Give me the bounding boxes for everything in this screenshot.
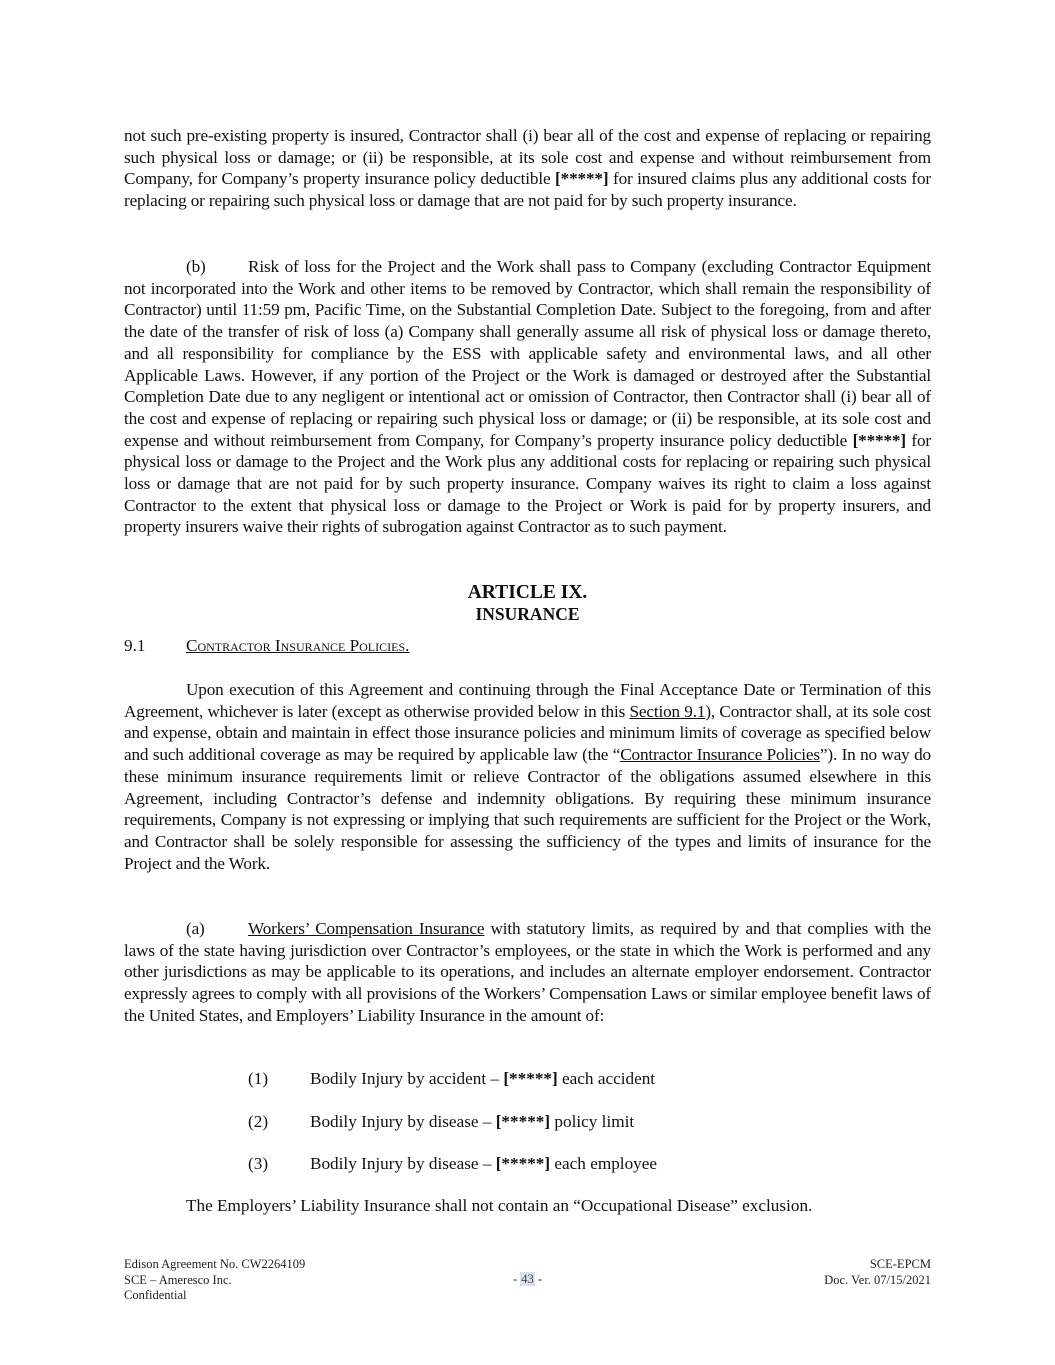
- limit-item: [248, 1069, 655, 1089]
- paragraph-text: ”). In no way do these minimum insurance requirements limit or relieve Contractor of the obligations assumed elsewhere in this Agreement, including Contractor’s defense and indemnity obligations. By requiring these minimum insurance requirements, Company is not expressing or implying that such requirements are sufficient for the Project or the Work, and Contractor shall be solely responsible for assessing the sufficiency of the types and limits of insurance for the Project and the Work.: [124, 745, 931, 873]
- limit-item: [248, 1112, 634, 1132]
- limit-number: (1): [248, 1069, 269, 1088]
- document-code: SCE-EPCM: [869, 1257, 931, 1271]
- section-reference-link[interactable]: Section 9.1: [629, 701, 706, 721]
- paragraph-text: for physical loss or damage to the Project and the Work plus any additional costs for replacing or repairing such physical loss or damage that are not paid for by such property insurance. Company waives its right to claim a loss against Contractor to the extent that physical loss or damage to the Project or Work is paid for by property insurers, and property insurers waive their rights of subrogation against Contractor as to such payment.: [124, 430, 931, 537]
- agreement-number: Edison Agreement No. CW2264109: [124, 1257, 306, 1271]
- paragraph-text: Risk of loss for the Project and the Work shall pass to Company (excluding Contractor Equipment not incorporated into the Work and other items to be removed by Contractor, which shall remain the responsibility of Contractor) until 11:59 pm, Pacific Time, on the Substantial Completion Date. Subject to the foregoing, from and after the date of the transfer of risk of loss (a) Company shall generally assume all risk of physical loss or damage thereto, and all responsibility for compliance by the ESS with applicable safety and environmental laws, and all other Applicable Laws. However, if any portion of the Project or the Work is damaged or destroyed after the Substantial Completion Date due to any negligent or intentional act or omission of Contractor, then Contractor shall (i) bear all of the cost and expense of replacing or repairing such physical loss or damage; or (ii) be responsible, at its sole cost and expense and without reimbursement from Company, for Company’s property insurance policy deductible: [124, 257, 931, 450]
- section-number: 9.1: [124, 636, 146, 655]
- paragraph-text: for insured claims plus any additional costs for replacing or repairing such physical loss or damage that are not paid for by such property insurance.: [124, 169, 931, 211]
- redaction-marker: [*****]: [503, 1069, 558, 1088]
- section-heading: [124, 636, 409, 656]
- defined-term: Contractor Insurance Policies: [620, 745, 820, 765]
- limit-text: Bodily Injury by accident –: [310, 1069, 504, 1088]
- section-intro-paragraph: [124, 679, 931, 874]
- page-number: 43: [521, 1272, 534, 1286]
- limit-text: each employee: [550, 1154, 658, 1173]
- limit-number: (3): [248, 1154, 269, 1173]
- page-number-prefix: -: [512, 1272, 521, 1286]
- document-version: Doc. Ver. 07/15/2021: [824, 1272, 931, 1287]
- paragraph-text: with statutory limits, as required by and that complies with the laws of the state having jurisdiction over Contractor’s employees, or the state in which the Work is performed and any other jurisdictions as may be applicable to its operations, and includes an alternate employer endorsement. Contractor expressly agrees to comply with all provisions of the Workers’ Compensation Laws or similar employee benefit laws of the United States, and Employers’ Liability Insurance in the amount of:: [124, 919, 932, 1025]
- paragraph-text: not such pre-existing property is insured, Contractor shall (i) bear all of the cost and expense of replacing or repairing such physical loss or damage; or (ii) be responsible, at its sole cost and expense and without reimbursement from Company, for Company’s property insurance policy deductible: [124, 126, 931, 189]
- defined-term: Workers’ Compensation Insurance: [248, 919, 485, 938]
- continuation-paragraph: [124, 125, 931, 212]
- paragraph-label: (b): [186, 257, 206, 276]
- limit-text: Bodily Injury by disease –: [310, 1154, 496, 1173]
- parties: SCE – Ameresco Inc.: [124, 1272, 232, 1287]
- redaction-marker: [*****]: [495, 1154, 551, 1173]
- limit-text: Bodily Injury by disease –: [310, 1112, 496, 1131]
- article-subtitle: INSURANCE: [475, 604, 580, 624]
- redaction-marker: [*****]: [852, 430, 906, 450]
- limit-number: (2): [248, 1112, 269, 1131]
- limit-item: [248, 1154, 657, 1174]
- limit-text: each accident: [557, 1069, 656, 1088]
- paragraph-b: [124, 256, 931, 538]
- limit-text: policy limit: [550, 1112, 635, 1131]
- footer-right: [824, 1257, 931, 1288]
- page-number-suffix: -: [534, 1272, 543, 1286]
- exclusion-note: The Employers’ Liability Insurance shall not contain an “Occupational Disease” exclusion.: [186, 1196, 813, 1215]
- paragraph-label: (a): [186, 919, 205, 938]
- section-title: Contractor Insurance Policies.: [186, 636, 410, 655]
- paragraph-text: Upon execution of this Agreement and continuing through the Final Acceptance Date or Termination of this Agreement, whichever is later (except as otherwise provided below in this: [124, 680, 931, 721]
- article-title: ARTICLE IX.: [467, 582, 588, 603]
- paragraph-text: ), Contractor shall, at its sole cost and expense, obtain and maintain in effect those insurance policies and minimum limits of coverage as specified below and such additional coverage as may be required by applicable law (the “: [124, 701, 931, 765]
- redaction-marker: [*****]: [495, 1112, 551, 1131]
- confidential-label: Confidential: [124, 1288, 187, 1302]
- redaction-marker: [*****]: [555, 169, 609, 189]
- paragraph-a: [124, 918, 931, 1027]
